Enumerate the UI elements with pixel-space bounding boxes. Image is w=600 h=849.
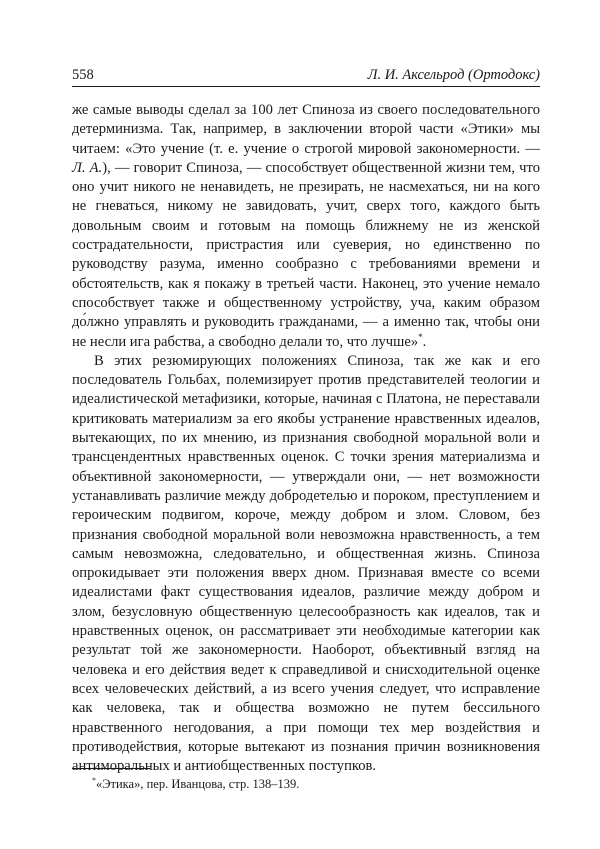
- footnote: [92, 776, 540, 792]
- running-head: [72, 66, 540, 86]
- header-rule: [72, 86, 540, 87]
- paragraph-1-part-b: ), — говорит Спиноза, — способствует общественной жизни тем, что оно учит никого не ненавидеть, не презирать, не насмехаться, ни на кого не гневаться, никому не завидовать, учит, сверх того, каждого быть довольным своим и готовым на помощь ближнему не из женской сострадательности, пристрастия или суеверия, но единственно по руководству разума, именно сообразно с требованиями времени и обстоятельств, как я покажу в третьей части. Наконец, это учение немало способствует также и общественному устройству, уча, каким образом до́лжно управлять и руководить гражданами, — а именно так, чтобы они не несли ига рабства, а свободно делали то, что лучше»: [72, 159, 540, 350]
- footnote-reference: *: [418, 331, 423, 342]
- footnote-rule: [72, 768, 150, 769]
- body-text: [72, 101, 540, 776]
- footnote-mark: *: [92, 775, 96, 785]
- author-initials: Л. А.: [72, 159, 103, 176]
- running-head-title: Л. И. Аксельрод (Ортодокс): [367, 67, 540, 83]
- paragraph-1: [72, 101, 540, 352]
- paragraph-1-part-a: же самые выводы сделал за 100 лет Спиноза из своего последовательного детерминизма. Так, например, в заключении второй части «Этики» мы читаем: «Это учение (т. е. учение о строгой мировой закономерности. —: [72, 102, 540, 157]
- paragraph-2: В этих резюмирующих положениях Спиноза, так же как и его последователь Гольбах, полемизирует против представителей теологии и идеалистической метафизики, которые, начиная с Платона, не переставали критиковать материализм за его якобы устранение нравственных идеалов, вытекающих, по их мнению, из признания свободной моральной воли и трансцендентных нравственных оценок. С точки зрения материализма и объективной закономерности, — утверждали они, — нет возможности устанавливать различие между добродетелью и пороком, преступлением и героическим подвигом, короче, между добром и злом. Словом, без признания свободной моральной воли невозможна нравственность, а тем самым невозможна, следовательно, и общественная жизнь. Спиноза опрокидывает эти положения вверх дном. Признавая вместе со всеми идеалистами факт существования идеалов, различие между добром и злом, безусловную общественную целесообразность как идеалов, так и нравственных оценок, он рассматривает эти необходимые категории как результат той же закономерности. Наоборот, объективный взгляд на человека и его действия ведет к справедливой и снисходительной оценке всех человеческих действий, а из всего учения следует, что исправление как человека, так и общества возможно не путем бессильного нравственного негодования, а при помощи тех мер воздействия и противодействия, которые вытекают из познания причин возникновения антиморальных и антиобщественных поступков.: [72, 352, 540, 775]
- page-number: 558: [72, 67, 94, 83]
- paragraph-1-part-c: .: [422, 333, 427, 350]
- footnote-text: «Этика», пер. Иванцова, стр. 138–139.: [96, 777, 300, 791]
